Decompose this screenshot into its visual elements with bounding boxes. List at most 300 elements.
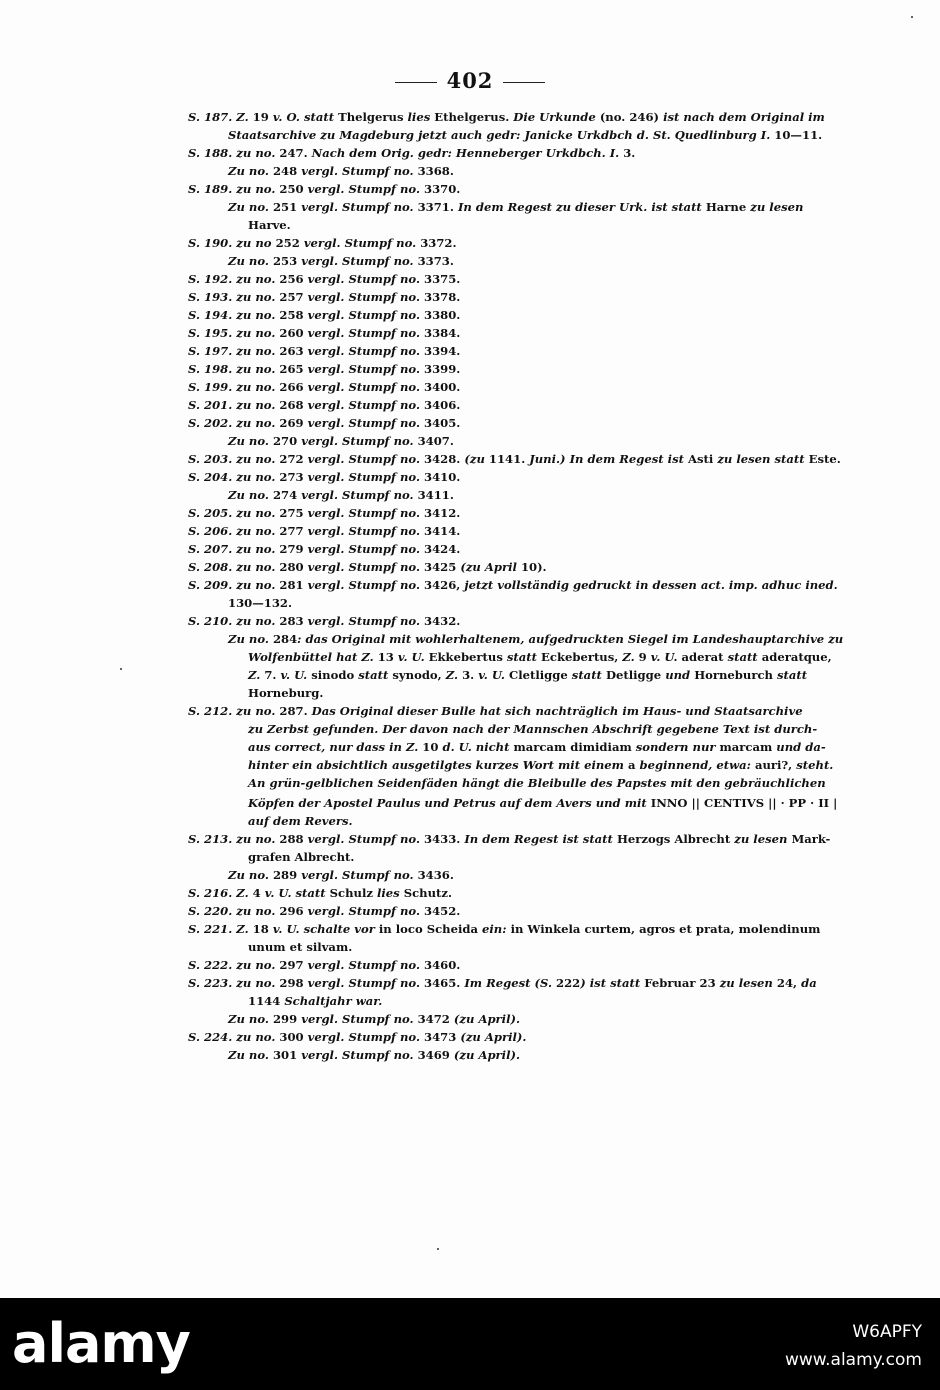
text-segment: 301 bbox=[272, 1048, 302, 1062]
text-segment: Zu no. bbox=[228, 488, 273, 502]
page-number-text: 402 bbox=[446, 68, 494, 93]
text-segment: Schulz bbox=[329, 886, 377, 900]
text-line bbox=[188, 976, 817, 991]
text-segment: 268 bbox=[279, 398, 308, 412]
text-segment: vergl. Stumpf no. bbox=[307, 326, 425, 340]
text-segment: vergl. Stumpf no. bbox=[307, 344, 425, 358]
text-segment: vergl. Stumpf no. bbox=[307, 524, 425, 538]
text-segment: 296 bbox=[279, 904, 308, 918]
text-segment: 284 bbox=[272, 632, 298, 646]
text-segment: 247. bbox=[279, 146, 312, 160]
text-segment: Zu no. bbox=[228, 434, 273, 448]
text-segment: 10—11. bbox=[774, 128, 823, 142]
text-segment: S. 213. zu no. bbox=[188, 832, 280, 846]
text-segment: S. 207. zu no. bbox=[188, 542, 280, 556]
text-segment: vergl. Stumpf no. bbox=[301, 164, 418, 178]
text-segment: vergl. Stumpf no. bbox=[307, 452, 425, 466]
text-segment: unum et silvam. bbox=[248, 940, 353, 954]
text-segment: marcam bbox=[719, 740, 777, 754]
text-segment: S. 197. zu no. bbox=[188, 344, 280, 358]
text-segment: statt bbox=[358, 668, 393, 682]
text-segment: vergl. Stumpf no. bbox=[301, 868, 418, 882]
text-segment: 3426, bbox=[424, 578, 465, 592]
text-segment: (no. 246) bbox=[599, 110, 664, 124]
text-segment: ) ist statt bbox=[580, 976, 645, 990]
text-line bbox=[228, 200, 803, 215]
text-segment: S. 203. zu no. bbox=[188, 452, 280, 466]
text-segment: (zu April). bbox=[453, 1012, 520, 1026]
text-line bbox=[228, 128, 822, 143]
text-segment: Zu no. bbox=[228, 1012, 273, 1026]
text-segment: auri?, bbox=[754, 758, 797, 772]
text-segment: S. 212. zu no. bbox=[188, 704, 280, 718]
text-segment: vergl. Stumpf no. bbox=[307, 362, 425, 376]
text-segment: Cletligge bbox=[508, 668, 572, 682]
text-segment: INNO || CENTIVS || · PP · II | bbox=[650, 796, 838, 810]
text-segment: beginnend, etwa: bbox=[639, 758, 755, 772]
text-segment: 130—132. bbox=[228, 596, 293, 610]
text-segment: 3432. bbox=[424, 614, 461, 628]
text-line bbox=[228, 164, 454, 179]
text-segment: vergl. Stumpf no. bbox=[301, 254, 418, 268]
text-segment: 3460. bbox=[424, 958, 461, 972]
text-segment: 3411. bbox=[417, 488, 454, 502]
text-segment: Das Original dieser Bulle hat sich nachträglich im Haus- und Staatsarchive bbox=[311, 704, 803, 718]
text-segment: 3414. bbox=[424, 524, 461, 538]
text-segment: Im Regest (S. bbox=[464, 976, 557, 990]
text-line bbox=[188, 182, 460, 197]
text-line bbox=[188, 704, 803, 719]
text-line bbox=[248, 776, 826, 791]
text-segment: Mark- bbox=[791, 832, 831, 846]
page-number bbox=[0, 68, 940, 93]
text-segment: 273 bbox=[279, 470, 308, 484]
text-segment: 275 bbox=[279, 506, 308, 520]
text-segment: 288 bbox=[279, 832, 308, 846]
text-segment: lies bbox=[407, 110, 435, 124]
text-segment: 300 bbox=[279, 1030, 308, 1044]
text-segment: ein: bbox=[482, 922, 511, 936]
text-line bbox=[188, 832, 830, 847]
text-line bbox=[248, 722, 817, 737]
text-segment: 256 bbox=[279, 272, 308, 286]
text-line bbox=[188, 416, 460, 431]
text-segment: 281 bbox=[279, 578, 308, 592]
text-segment: Die Urkunde bbox=[513, 110, 600, 124]
text-segment: vergl. Stumpf no. bbox=[301, 1048, 418, 1062]
text-line bbox=[188, 308, 460, 323]
text-segment: vergl. Stumpf no. bbox=[307, 272, 425, 286]
scan-speck bbox=[437, 1248, 439, 1250]
text-segment: 257 bbox=[279, 290, 308, 304]
text-segment: Z. bbox=[248, 668, 265, 682]
text-segment: 3452. bbox=[424, 904, 461, 918]
text-segment: 265 bbox=[279, 362, 308, 376]
text-line bbox=[188, 272, 460, 287]
text-segment: S. 201. zu no. bbox=[188, 398, 280, 412]
text-segment: (zu April). bbox=[460, 1030, 527, 1044]
text-segment: Juni.) In dem Regest ist bbox=[529, 452, 688, 466]
text-segment: 3368. bbox=[417, 164, 454, 178]
text-line bbox=[248, 650, 832, 665]
text-segment: Este. bbox=[808, 452, 841, 466]
text-segment: 3400. bbox=[424, 380, 461, 394]
watermark-image-id: W6APFY bbox=[852, 1322, 922, 1342]
text-line bbox=[228, 434, 454, 449]
text-segment: 263 bbox=[279, 344, 308, 358]
text-segment: 251 bbox=[272, 200, 302, 214]
text-segment: 3405. bbox=[424, 416, 461, 430]
text-segment: steht. bbox=[796, 758, 834, 772]
text-segment: 270 bbox=[272, 434, 302, 448]
text-line bbox=[248, 796, 837, 811]
text-segment: S. 187. Z. bbox=[188, 110, 253, 124]
text-segment: statt bbox=[571, 668, 606, 682]
text-segment: (zu April). bbox=[453, 1048, 520, 1062]
text-segment: 24, bbox=[776, 976, 802, 990]
text-segment: 3473 bbox=[424, 1030, 461, 1044]
text-segment: 3370. bbox=[424, 182, 461, 196]
text-segment: S. 189. zu no. bbox=[188, 182, 280, 196]
text-segment: 3375. bbox=[424, 272, 461, 286]
text-segment: vergl. Stumpf no. bbox=[307, 308, 425, 322]
text-line bbox=[188, 110, 825, 125]
text-segment: S. 198. zu no. bbox=[188, 362, 280, 376]
text-segment: vergl. Stumpf no. bbox=[307, 506, 425, 520]
text-segment: aus correct, nur dass in Z. bbox=[248, 740, 423, 754]
text-line bbox=[188, 614, 460, 629]
text-segment: zu lesen statt bbox=[717, 452, 809, 466]
text-segment: 272 bbox=[279, 452, 308, 466]
text-segment: 289 bbox=[272, 868, 302, 882]
scan-speck bbox=[911, 16, 913, 18]
text-line bbox=[228, 1012, 520, 1027]
text-segment: 3425 bbox=[424, 560, 461, 574]
text-line bbox=[248, 850, 354, 865]
text-segment: lies bbox=[376, 886, 404, 900]
text-segment: vergl. Stumpf no. bbox=[307, 976, 425, 990]
text-segment: vergl. Stumpf no. bbox=[307, 290, 425, 304]
text-segment: (zu bbox=[464, 452, 489, 466]
text-segment: zu Zerbst gefunden. Der davon nach der Mannschen Abschrift gegebene Text ist durch- bbox=[248, 722, 818, 736]
text-segment: und bbox=[665, 668, 695, 682]
text-segment: S. 194. zu no. bbox=[188, 308, 280, 322]
text-segment: vergl. Stumpf no. bbox=[307, 578, 425, 592]
text-segment: S. 192. zu no. bbox=[188, 272, 280, 286]
text-line bbox=[188, 398, 460, 413]
text-segment: An grün-gelblichen Seidenfäden hängt die Bleibulle des Papstes mit den gebräuchlichen bbox=[248, 776, 826, 790]
text-segment: zu lesen bbox=[734, 832, 792, 846]
page-number-dash-right bbox=[503, 82, 545, 83]
text-segment: (zu April bbox=[460, 560, 521, 574]
text-segment: S. 199. zu no. bbox=[188, 380, 280, 394]
text-segment: statt bbox=[776, 668, 808, 682]
text-segment: 3378. bbox=[424, 290, 461, 304]
text-segment: jetzt vollständig gedruckt in dessen act. imp. adhuc ined. bbox=[464, 578, 838, 592]
text-line bbox=[188, 452, 841, 467]
text-segment: da bbox=[801, 976, 817, 990]
text-segment: S. 222. zu no. bbox=[188, 958, 280, 972]
text-segment: d. U. nicht bbox=[442, 740, 514, 754]
text-segment: 3428. bbox=[424, 452, 465, 466]
text-line bbox=[228, 488, 454, 503]
text-segment: Zu no. bbox=[228, 1048, 273, 1062]
text-line bbox=[188, 958, 460, 973]
text-segment: 3469 bbox=[417, 1048, 454, 1062]
text-segment: S. 206. zu no. bbox=[188, 524, 280, 538]
text-segment: Ethelgerus. bbox=[434, 110, 514, 124]
text-segment: 3436. bbox=[417, 868, 454, 882]
text-segment: S. 224. zu no. bbox=[188, 1030, 280, 1044]
text-segment: 222 bbox=[556, 976, 581, 990]
text-segment: Staatsarchive zu Magdeburg jetzt auch gedr: Janicke Urkdbch d. St. Quedlinburg I. bbox=[228, 128, 775, 142]
text-segment: vergl. Stumpf no. bbox=[307, 542, 425, 556]
text-segment: vergl. Stumpf no. bbox=[301, 1012, 418, 1026]
text-segment: v. U. schalte vor bbox=[272, 922, 379, 936]
text-segment: sondern nur bbox=[635, 740, 720, 754]
text-segment: 260 bbox=[279, 326, 308, 340]
text-line bbox=[188, 344, 460, 359]
text-segment: 287. bbox=[279, 704, 312, 718]
text-segment: S. 209. zu no. bbox=[188, 578, 280, 592]
text-segment: vergl. Stumpf no. bbox=[307, 614, 425, 628]
text-line bbox=[228, 632, 843, 647]
text-segment: vergl. Stumpf no. bbox=[301, 434, 418, 448]
text-segment: 3399. bbox=[424, 362, 461, 376]
text-segment: Köpfen der Apostel Paulus und Petrus auf dem Avers und mit bbox=[248, 796, 651, 810]
text-segment: auf dem Revers. bbox=[248, 814, 353, 828]
text-line bbox=[248, 686, 323, 701]
text-segment: 3433. bbox=[424, 832, 465, 846]
text-segment: 299 bbox=[272, 1012, 302, 1026]
text-segment: S. 202. zu no. bbox=[188, 416, 280, 430]
text-segment: v. U. bbox=[280, 668, 312, 682]
text-segment: vergl. Stumpf no. bbox=[307, 416, 425, 430]
text-segment: 3380. bbox=[424, 308, 461, 322]
text-segment: Wolfenbüttel hat Z. bbox=[248, 650, 378, 664]
text-segment: 3407. bbox=[417, 434, 454, 448]
text-segment: S. 193. zu no. bbox=[188, 290, 280, 304]
text-line bbox=[248, 940, 352, 955]
text-segment: vergl. Stumpf no. bbox=[303, 236, 421, 250]
text-segment: Thelgerus bbox=[338, 110, 408, 124]
text-segment: 10). bbox=[520, 560, 547, 574]
text-segment: S. 210. zu no. bbox=[188, 614, 280, 628]
text-segment: 3373. bbox=[417, 254, 454, 268]
text-line bbox=[188, 886, 452, 901]
text-segment: 3412. bbox=[424, 506, 461, 520]
text-line bbox=[248, 740, 826, 755]
text-line bbox=[188, 506, 460, 521]
text-segment: Z. bbox=[445, 668, 463, 682]
text-segment: 3410. bbox=[424, 470, 461, 484]
text-line bbox=[228, 868, 454, 883]
text-segment: Zu no. bbox=[228, 632, 273, 646]
text-line bbox=[228, 254, 454, 269]
text-segment: Horneburch bbox=[694, 668, 777, 682]
text-line bbox=[188, 560, 547, 575]
text-line bbox=[188, 326, 460, 341]
text-segment: 250 bbox=[279, 182, 308, 196]
text-segment: 3424. bbox=[424, 542, 461, 556]
text-segment: S. 190. zu no bbox=[188, 236, 276, 250]
text-segment: 279 bbox=[279, 542, 308, 556]
text-segment: 252 bbox=[275, 236, 304, 250]
text-segment: Zu no. bbox=[228, 254, 273, 268]
text-segment: statt bbox=[506, 650, 542, 664]
text-segment: und da- bbox=[776, 740, 826, 754]
text-line bbox=[248, 994, 382, 1009]
text-segment: 280 bbox=[279, 560, 308, 574]
text-segment: 18 bbox=[252, 922, 273, 936]
text-segment: vergl. Stumpf no. bbox=[307, 904, 425, 918]
text-segment: 19 bbox=[252, 110, 273, 124]
text-line bbox=[248, 814, 353, 829]
text-segment: 269 bbox=[279, 416, 308, 430]
text-segment: S. 223. zu no. bbox=[188, 976, 280, 990]
text-segment: vergl. Stumpf no. bbox=[301, 488, 418, 502]
text-segment: aderatque, bbox=[761, 650, 832, 664]
text-segment: in Winkela curtem, agros et prata, molendinum bbox=[510, 922, 821, 936]
text-segment: 1144 bbox=[248, 994, 285, 1008]
text-line bbox=[188, 578, 838, 593]
text-segment: : das Original mit wohlerhaltenem, aufgedruckten Siegel im Landeshauptarchive zu bbox=[297, 632, 844, 646]
text-segment: marcam dimidiam bbox=[513, 740, 636, 754]
text-segment: grafen Albrecht. bbox=[248, 850, 355, 864]
text-segment: 4 bbox=[252, 886, 265, 900]
text-segment: Februar 23 bbox=[644, 976, 720, 990]
text-segment: 3394. bbox=[424, 344, 461, 358]
text-segment: 298 bbox=[279, 976, 308, 990]
text-segment: vergl. Stumpf no. bbox=[307, 380, 425, 394]
text-segment: 258 bbox=[279, 308, 308, 322]
text-segment: In dem Regest zu dieser Urk. ist statt bbox=[457, 200, 706, 214]
text-segment: S. 208. zu no. bbox=[188, 560, 280, 574]
text-segment: Detligge bbox=[605, 668, 666, 682]
text-segment: S. 205. zu no. bbox=[188, 506, 280, 520]
text-segment: S. 216. Z. bbox=[188, 886, 253, 900]
text-segment: 253 bbox=[272, 254, 302, 268]
text-segment: v. O. statt bbox=[272, 110, 339, 124]
text-segment: 274 bbox=[272, 488, 302, 502]
text-segment: 297 bbox=[279, 958, 308, 972]
text-segment: a bbox=[627, 758, 640, 772]
text-segment: vergl. Stumpf no. bbox=[301, 200, 418, 214]
text-line bbox=[188, 1030, 526, 1045]
text-segment: synodo, bbox=[392, 668, 446, 682]
text-segment: Zu no. bbox=[228, 200, 273, 214]
text-segment: vergl. Stumpf no. bbox=[307, 560, 425, 574]
text-line bbox=[188, 146, 635, 161]
watermark-site: www.alamy.com bbox=[784, 1350, 922, 1370]
text-segment: 266 bbox=[279, 380, 308, 394]
text-line bbox=[188, 380, 460, 395]
text-segment: ist nach dem Original im bbox=[663, 110, 825, 124]
text-line bbox=[188, 904, 460, 919]
text-segment: zu lesen bbox=[719, 976, 777, 990]
text-segment: 3406. bbox=[424, 398, 461, 412]
text-segment: Zu no. bbox=[228, 164, 273, 178]
text-segment: vergl. Stumpf no. bbox=[307, 958, 425, 972]
text-line bbox=[188, 470, 460, 485]
text-segment: Herzogs Albrecht bbox=[616, 832, 735, 846]
text-segment: Horneburg. bbox=[248, 686, 324, 700]
text-segment: 3384. bbox=[424, 326, 461, 340]
page-number-dash-left bbox=[395, 82, 437, 83]
text-line bbox=[188, 236, 457, 251]
text-line bbox=[188, 542, 460, 557]
text-segment: vergl. Stumpf no. bbox=[307, 1030, 425, 1044]
text-segment: 3371. bbox=[417, 200, 458, 214]
scan-speck bbox=[120, 668, 122, 670]
text-segment: S. 188. zu no. bbox=[188, 146, 280, 160]
text-segment: Zu no. bbox=[228, 868, 273, 882]
text-segment: S. 195. zu no. bbox=[188, 326, 280, 340]
text-segment: 3465. bbox=[424, 976, 465, 990]
text-segment: Harne bbox=[705, 200, 751, 214]
text-segment: statt bbox=[727, 650, 762, 664]
text-segment: 13 bbox=[377, 650, 398, 664]
text-line bbox=[248, 668, 807, 683]
text-line bbox=[188, 290, 460, 305]
text-segment: S. 204. zu no. bbox=[188, 470, 280, 484]
text-segment: aderat bbox=[681, 650, 728, 664]
watermark-footer bbox=[0, 1298, 940, 1390]
text-segment: v. U. bbox=[650, 650, 682, 664]
text-segment: vergl. Stumpf no. bbox=[307, 398, 425, 412]
text-segment: v. U. bbox=[397, 650, 429, 664]
text-segment: Nach dem Orig. gedr: Henneberger Urkdbch. I. bbox=[311, 146, 624, 160]
text-segment: v. U. statt bbox=[264, 886, 330, 900]
text-segment: 3372. bbox=[420, 236, 457, 250]
text-segment: zu lesen bbox=[750, 200, 804, 214]
text-segment: Schaltjahr war. bbox=[284, 994, 383, 1008]
text-segment: 3. bbox=[462, 668, 479, 682]
text-segment: sinodo bbox=[311, 668, 359, 682]
text-line bbox=[228, 596, 292, 611]
text-segment: 7. bbox=[264, 668, 281, 682]
text-line bbox=[188, 362, 460, 377]
text-segment: vergl. Stumpf no. bbox=[307, 470, 425, 484]
text-line bbox=[248, 758, 833, 773]
text-segment: hinter ein absichtlich ausgetilgtes kurzes Wort mit einem bbox=[248, 758, 628, 772]
text-line bbox=[248, 218, 291, 233]
text-segment: 1141. bbox=[488, 452, 530, 466]
text-segment: In dem Regest ist statt bbox=[464, 832, 617, 846]
text-segment: vergl. Stumpf no. bbox=[307, 182, 425, 196]
text-segment: in loco Scheida bbox=[378, 922, 483, 936]
text-segment: v. U. bbox=[478, 668, 509, 682]
text-segment: Eckebertus, bbox=[541, 650, 623, 664]
text-segment: 10 bbox=[422, 740, 443, 754]
text-segment: Harve. bbox=[248, 218, 291, 232]
text-line bbox=[188, 922, 820, 937]
text-segment: 3472 bbox=[417, 1012, 454, 1026]
text-line bbox=[228, 1048, 520, 1063]
watermark-logo: alamy bbox=[12, 1312, 190, 1375]
text-segment: 283 bbox=[279, 614, 308, 628]
text-segment: 3. bbox=[623, 146, 636, 160]
text-segment: S. 220. zu no. bbox=[188, 904, 280, 918]
text-segment: S. 221. Z. bbox=[188, 922, 253, 936]
text-segment: 277 bbox=[279, 524, 308, 538]
text-segment: Asti bbox=[687, 452, 718, 466]
text-line bbox=[188, 524, 460, 539]
text-segment: vergl. Stumpf no. bbox=[307, 832, 425, 846]
text-segment: Ekkebertus bbox=[428, 650, 507, 664]
text-segment: Z. bbox=[622, 650, 639, 664]
text-segment: 9 bbox=[638, 650, 651, 664]
